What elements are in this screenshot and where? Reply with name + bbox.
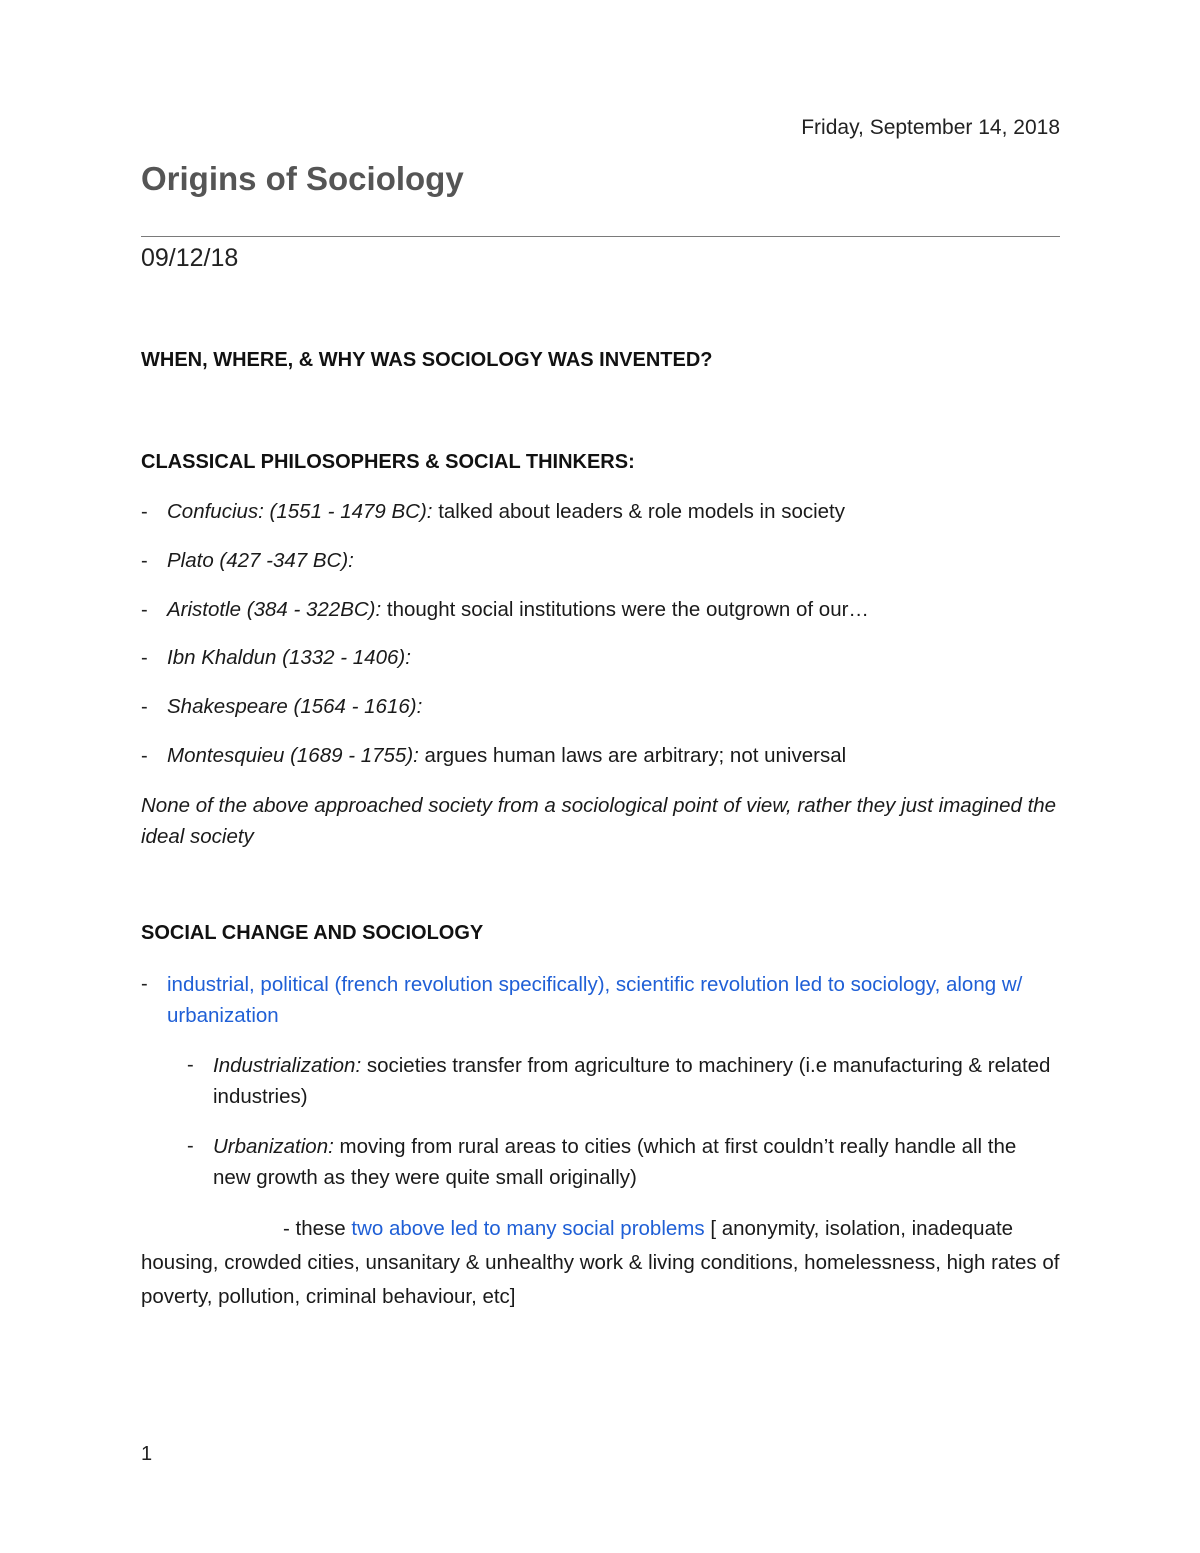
sub-bullet-desc: societies transfer from agriculture to machinery (i.e manufacturing & related industries) [213,1054,1051,1108]
bullet-dash: - [187,1135,194,1157]
sub-bullet-term: Urbanization: [213,1135,334,1158]
philosopher-desc: thought social institutions were the outgrown of our… [381,597,869,621]
philosopher-name: Shakespeare (1564 - 1616): [167,695,423,719]
philosophers-note: None of the above approached society from a sociological point of view, rather they just imagined the ideal society [141,794,1057,848]
header-date: Friday, September 14, 2018 [801,116,1060,139]
social-problems-paragraph [141,1212,1071,1314]
philosopher-name: Montesquieu (1689 - 1755): [167,743,419,767]
philosophers-list [141,497,1071,790]
heading-classical-philosophers: CLASSICAL PHILOSOPHERS & SOCIAL THINKERS: [141,451,635,473]
list-item [141,741,1071,790]
bullet-dash: - [141,647,148,670]
final-rest: [ anonymity, isolation, inadequate housing, crowded cities, unsanitary & unhealthy work & living conditions, homelessness, high rates of poverty, pollution, criminal behaviour, etc] [141,1217,1060,1308]
heading-social-change: SOCIAL CHANGE AND SOCIOLOGY [141,922,484,944]
list-item [141,497,1071,546]
bullet-dash: - [141,744,148,767]
philosopher-name: Aristotle (384 - 322BC): [167,597,382,621]
philosopher-name: Plato (427 -347 BC): [167,548,354,572]
bullet-dash: - [141,549,148,572]
final-prefix: - these [283,1217,352,1240]
bullet-dash: - [141,598,148,621]
page-number: 1 [141,1443,153,1465]
philosopher-name: Confucius: (1551 - 1479 BC): [167,500,433,523]
bullet-dash: - [141,501,148,523]
page-title: Origins of Sociology [141,160,464,197]
bullet-dash: - [187,1054,194,1076]
bullet-dash: - [141,973,148,995]
philosopher-desc: argues human laws are arbitrary; not universal [418,743,847,767]
social-change-text: industrial, political (french revolution specifically), scientific revolution led to sociology, along w/ urbanization [167,973,1023,1027]
philosopher-name: Ibn Khaldun (1332 - 1406): [167,646,411,670]
list-item [141,546,1071,595]
bullet-dash: - [141,696,148,719]
list-item [141,595,1071,644]
list-item [141,692,1071,741]
social-change-bullet [141,969,1071,1031]
sub-bullet-desc: moving from rural areas to cities (which at first couldn’t really handle all the new growth as they were quite small originally) [213,1135,1017,1189]
heading-when-where-why: WHEN, WHERE, & WHY WAS SOCIOLOGY WAS INVENTED? [141,349,713,371]
note-date: 09/12/18 [141,244,239,272]
sub-bullet-term: Industrialization: [213,1054,362,1077]
philosopher-desc: talked about leaders & role models in society [432,500,846,523]
title-divider [141,236,1060,237]
sub-bullet-industrialization [187,1050,1057,1112]
final-highlight: two above led to many social problems [351,1217,705,1240]
list-item [141,643,1071,692]
sub-bullet-urbanization [187,1131,1057,1193]
